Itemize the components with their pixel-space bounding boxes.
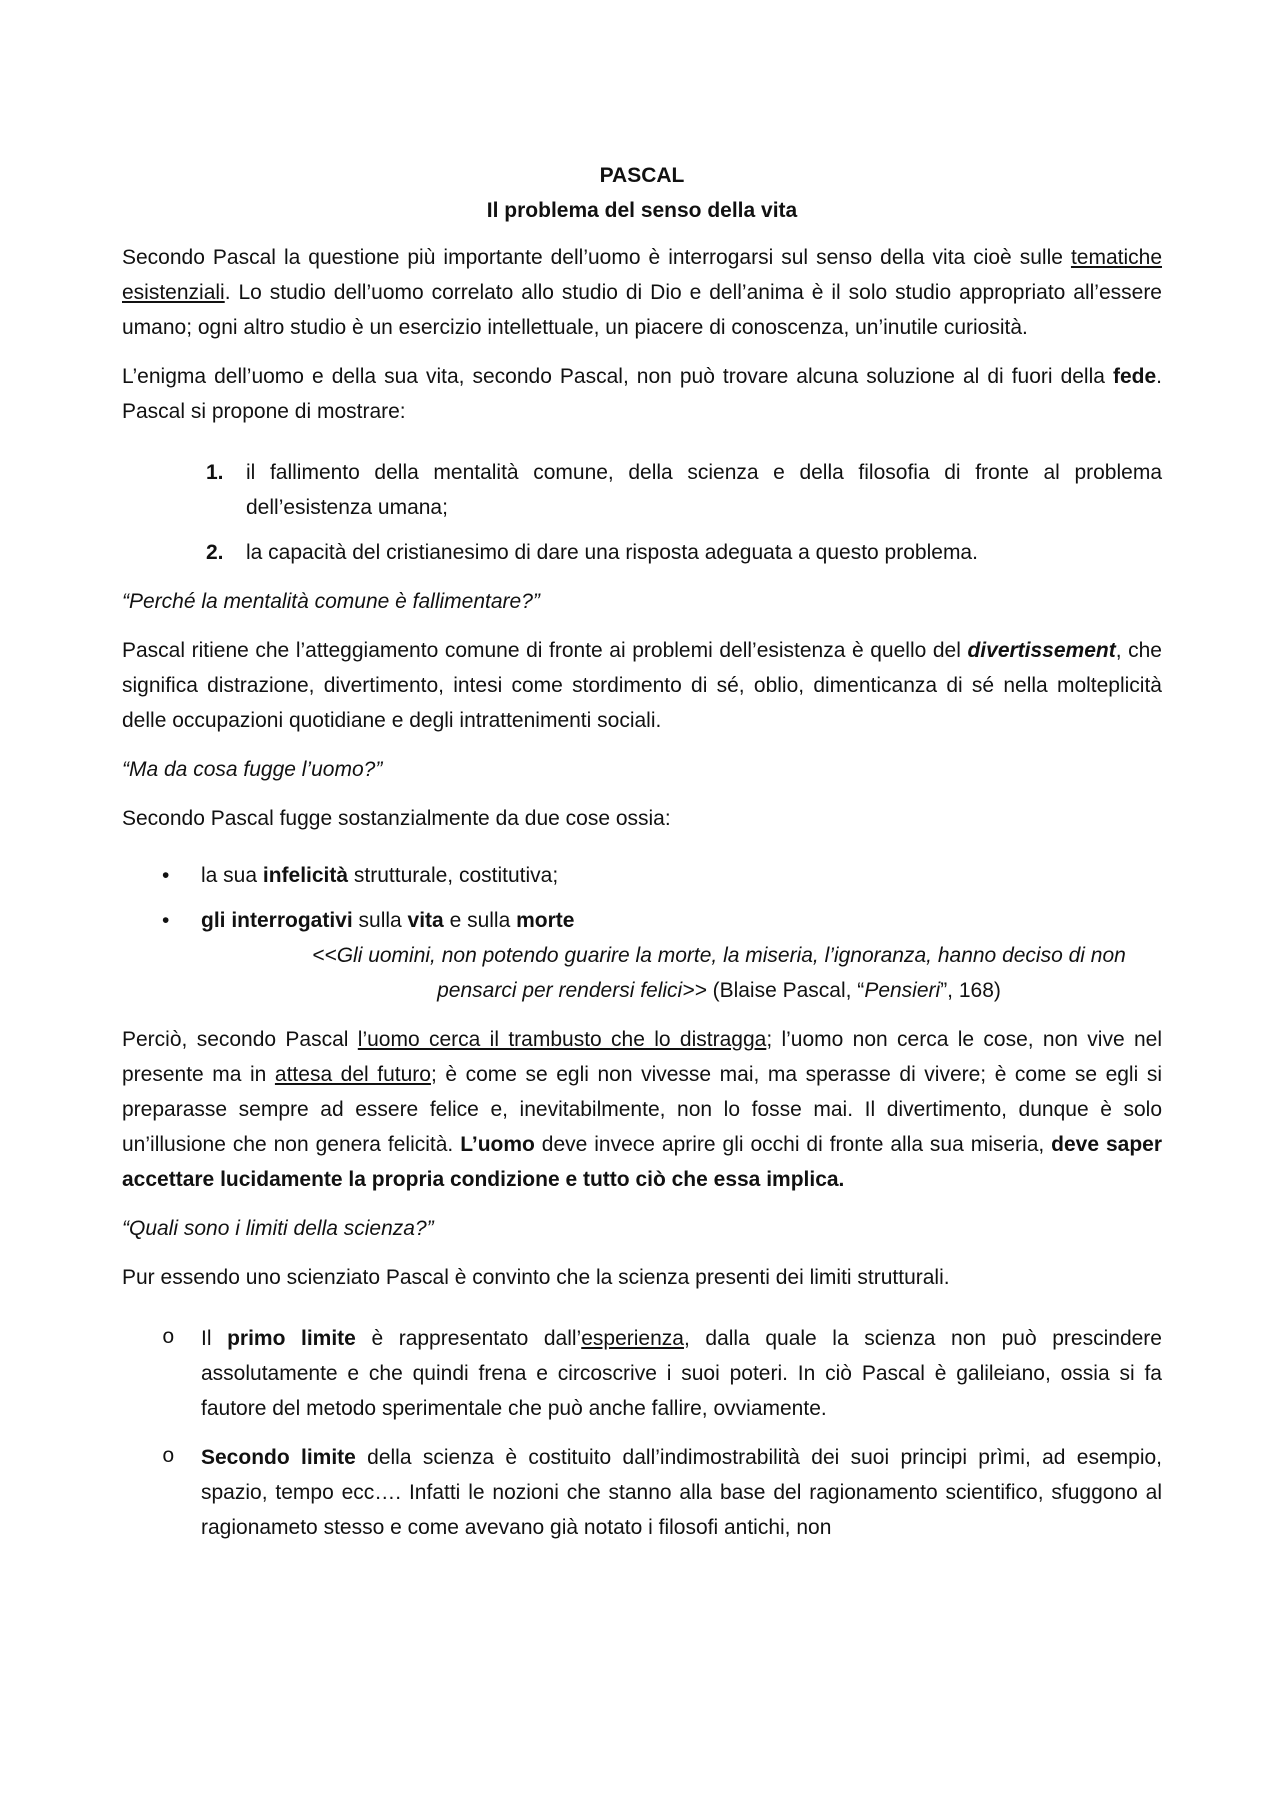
citation-text: ”, 168)	[940, 979, 1001, 1002]
text-run: Perciò, secondo Pascal	[122, 1028, 358, 1051]
bullet-icon: •	[162, 864, 170, 887]
paragraph-1	[122, 240, 1162, 345]
text-run: deve invece aprire gli occhi di fronte alla sua miseria,	[534, 1133, 1052, 1156]
item-number: 2.	[206, 541, 224, 564]
underlined-phrase: l’uomo cerca il trambusto che lo distragga	[357, 1028, 767, 1051]
question-3: “Quali sono i limiti della scienza?”	[122, 1217, 434, 1240]
text-run: Pascal ritiene che l’atteggiamento comune di fronte ai problemi dell’esistenza è quello del	[122, 639, 968, 662]
paragraph-5	[122, 1022, 1162, 1197]
citation-text: (Blaise Pascal, “	[706, 979, 865, 1002]
bold-term: gli interrogativi	[201, 909, 353, 932]
text-run: ; è come se egli non vivesse mai, ma sperasse di vivere; è come se egli si preparasse sempre ad essere felice e, inevitabilmente, non lo fosse mai. Il divertimento, dunque è solo un’illusione che non genera felicità.	[122, 1063, 1162, 1156]
text-run: , che significa distrazione, divertimento, intesi come stordimento di sé, oblio, dimenticanza di sé nella molteplicità delle occupazioni quotidiane e degli intrattenimenti sociali.	[122, 639, 1162, 732]
bullet-icon: •	[162, 909, 170, 932]
text-run: L’enigma dell’uomo e della sua vita, secondo Pascal, non può trovare alcuna soluzione al di fuori della	[122, 365, 1113, 388]
paragraph-2	[122, 359, 1162, 429]
text-run: Il	[201, 1327, 228, 1350]
underlined-phrase: attesa del futuro	[274, 1063, 431, 1086]
bullet-list	[122, 858, 1162, 938]
bold-term: primo limite	[227, 1327, 356, 1350]
bold-term: Secondo limite	[201, 1446, 356, 1469]
text-run: sulla	[352, 909, 408, 932]
text-run: , dalla quale la scienza non può prescindere assolutamente e che quindi frena e circoscrive i suoi poteri. In ciò Pascal è galileiano, ossia si fa fautore del metodo sperimentale che può anche fallire, ovviamente.	[201, 1327, 1162, 1420]
text-run: la sua	[201, 864, 263, 887]
numbered-list	[122, 455, 1162, 570]
paragraph-4: Secondo Pascal fugge sostanzialmente da due cose ossia:	[122, 807, 671, 830]
circle-item	[122, 1321, 1162, 1426]
underlined-phrase: tematiche esistenziali	[122, 246, 1162, 304]
bold-term: infelicità	[262, 864, 349, 887]
question-2: “Ma da cosa fugge l’uomo?”	[122, 758, 383, 781]
numbered-item	[122, 535, 1162, 570]
paragraph-3	[122, 633, 1162, 738]
bullet-item	[122, 858, 1162, 893]
text-run: Secondo Pascal la questione più importante dell’uomo è interrogarsi sul senso della vita cioè sulle	[122, 246, 1071, 269]
circle-item	[122, 1440, 1162, 1545]
underlined-phrase: esperienza	[581, 1327, 684, 1350]
bold-term: fede	[1112, 365, 1157, 388]
text-run: strutturale, costitutiva;	[348, 864, 559, 887]
bold-term: L’uomo	[460, 1133, 535, 1156]
bold-term: vita	[407, 909, 444, 932]
circle-list	[122, 1321, 1162, 1545]
text-run: è rappresentato dall’	[355, 1327, 582, 1350]
text-run: ; l’uomo non cerca le cose, non vive nel presente ma in	[122, 1028, 1163, 1086]
item-number: 1.	[206, 461, 224, 484]
citation-title: Pensieri	[864, 979, 941, 1002]
document-body	[122, 158, 1162, 1559]
page-title: PASCAL	[599, 164, 685, 187]
circle-bullet-icon: o	[162, 1446, 175, 1469]
text-run: . Lo studio dell’uomo correlato allo studio di Dio e dell’anima è il solo studio appropriato all’essere umano; ogni altro studio è un esercizio intellettuale, un piacere di conoscenza, un’inutile curiosità.	[122, 281, 1162, 339]
pascal-quote	[122, 938, 1162, 1008]
text-run: . Pascal si propone di mostrare:	[122, 365, 1162, 423]
page-subtitle: Il problema del senso della vita	[486, 199, 798, 222]
question-1: “Perché la mentalità comune è fallimentare?”	[122, 590, 540, 613]
quote-text: <<Gli uomini, non potendo guarire la morte, la miseria, l’ignoranza, hanno deciso di non pensarci per rendersi felici>>	[312, 944, 1126, 1002]
paragraph-6: Pur essendo uno scienziato Pascal è convinto che la scienza presenti dei limiti strutturali.	[122, 1266, 950, 1289]
bullet-item	[122, 903, 1162, 938]
text-run: e sulla	[443, 909, 517, 932]
numbered-item	[122, 455, 1162, 525]
bold-term: morte	[516, 909, 575, 932]
bold-italic-term: divertissement	[967, 639, 1116, 662]
bold-phrase: deve saper accettare lucidamente la propria condizione e tutto ciò che essa implica.	[122, 1133, 1163, 1191]
text-run: della scienza è costituito dall’indimostrabilità dei suoi principi prìmi, ad esempio, spazio, tempo ecc…. Infatti le nozioni che stanno alla base del ragionamento scientifico, sfuggono al ragionameto stesso e come avevano già notato i filosofi antichi, non	[201, 1446, 1163, 1539]
item-text: la capacità del cristianesimo di dare una risposta adeguata a questo problema.	[246, 541, 978, 564]
circle-bullet-icon: o	[162, 1327, 175, 1350]
item-text: il fallimento della mentalità comune, della scienza e della filosofia di fronte al problema dell’esistenza umana;	[246, 461, 1162, 519]
